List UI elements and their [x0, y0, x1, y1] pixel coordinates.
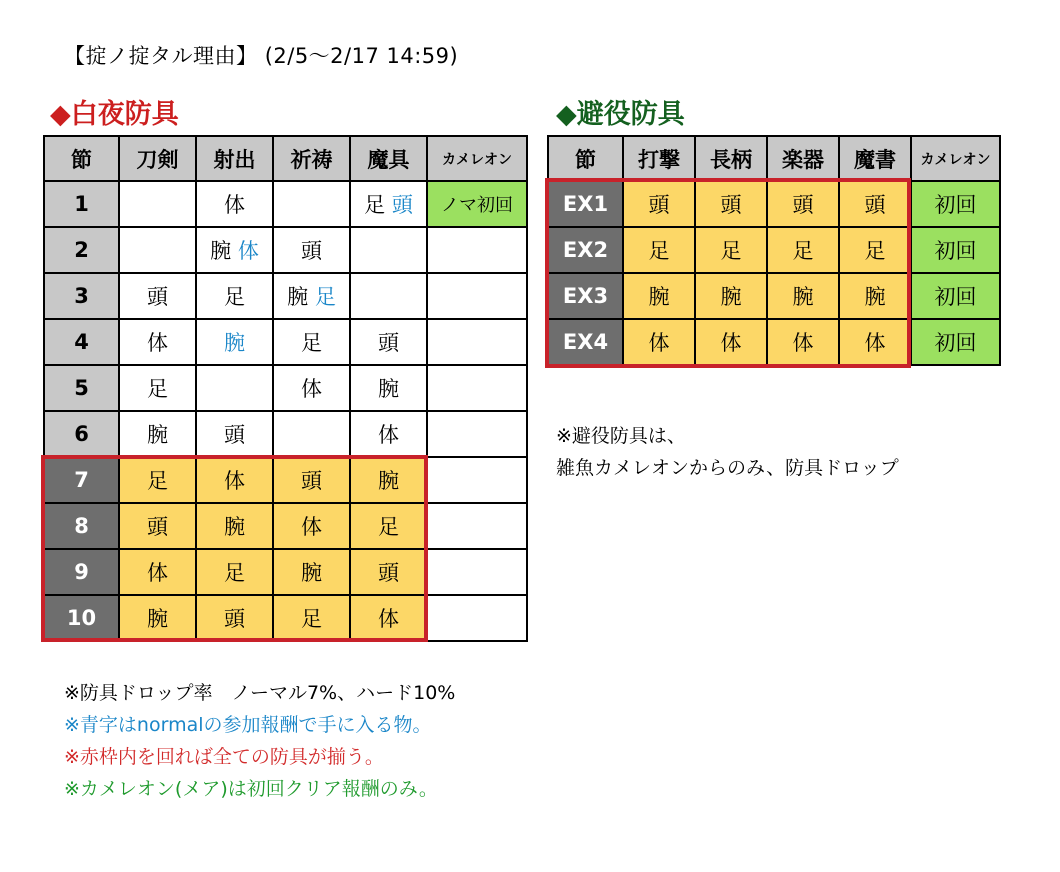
table-cell: 頭 — [196, 411, 273, 457]
cell-text-blue: 体 — [237, 239, 259, 263]
table-cell: 頭 — [196, 595, 273, 641]
table-cell: 足 — [839, 227, 911, 273]
chameleon-cell — [427, 503, 527, 549]
table-cell — [119, 227, 196, 273]
header-node: 節 — [548, 136, 623, 181]
header-node: 節 — [44, 136, 119, 181]
table-cell: 腕 — [695, 273, 767, 319]
table-cell: 体 — [695, 319, 767, 365]
table-row — [44, 319, 527, 365]
node-cell: EX2 — [548, 227, 623, 273]
table-cell: 体 — [350, 595, 427, 641]
chameleon-note: ※カメレオン(メア)は初回クリア報酬のみ。 — [64, 778, 438, 800]
table-row — [548, 273, 1000, 319]
cell-text: 足 — [364, 193, 386, 217]
table-row — [548, 227, 1000, 273]
chameleon-cell: 初回 — [911, 319, 1000, 365]
hieki-note-line2: 雑魚カメレオンからのみ、防具ドロップ — [556, 457, 899, 479]
title-main: 【掟ノ掟タル理由】 — [64, 44, 258, 68]
table-row — [44, 365, 527, 411]
table-cell: 体 — [839, 319, 911, 365]
red-frame-note: ※赤枠内を回れば全ての防具が揃う。 — [64, 746, 384, 768]
table-cell: 腕 — [767, 273, 839, 319]
cell-text: 腕 — [287, 285, 309, 309]
table-cell: 体 — [350, 411, 427, 457]
chameleon-cell: 初回 — [911, 181, 1000, 227]
table-cell: 頭 — [839, 181, 911, 227]
table-cell: 体 — [119, 549, 196, 595]
header-polearm: 長柄 — [695, 136, 767, 181]
table-cell — [273, 411, 350, 457]
node-cell: 1 — [44, 181, 119, 227]
header-prayer: 祈祷 — [273, 136, 350, 181]
table-cell: 腕 — [196, 503, 273, 549]
node-cell: 4 — [44, 319, 119, 365]
table-row — [548, 181, 1000, 227]
node-cell: 9 — [44, 549, 119, 595]
chameleon-cell — [427, 549, 527, 595]
cell-text: 腕 — [210, 239, 232, 263]
hieki-note — [556, 420, 899, 484]
node-cell: 7 — [44, 457, 119, 503]
table-cell: 頭 — [350, 549, 427, 595]
chameleon-cell: ノマ初回 — [427, 181, 527, 227]
node-cell: 10 — [44, 595, 119, 641]
table-cell — [273, 273, 350, 319]
blue-text-note: ※青字はnormalの参加報酬で手に入る物。 — [64, 714, 432, 736]
node-cell: 3 — [44, 273, 119, 319]
table-cell: 体 — [623, 319, 695, 365]
table-row — [44, 411, 527, 457]
node-cell: 5 — [44, 365, 119, 411]
cell-text-blue: 足 — [314, 285, 336, 309]
chameleon-cell: 初回 — [911, 227, 1000, 273]
table-cell: 足 — [196, 549, 273, 595]
table-row — [44, 595, 527, 641]
table-cell — [350, 227, 427, 273]
hieki-section-title: ◆避役防具 — [556, 99, 685, 130]
table-cell: 足 — [273, 319, 350, 365]
table-cell: 頭 — [350, 319, 427, 365]
table-cell: 腕 — [119, 595, 196, 641]
table-cell: 腕 — [273, 549, 350, 595]
table-cell: 腕 — [623, 273, 695, 319]
header-shoot: 射出 — [196, 136, 273, 181]
chameleon-cell — [427, 319, 527, 365]
table-cell: 足 — [196, 273, 273, 319]
table-cell: 体 — [273, 365, 350, 411]
footnotes — [64, 677, 455, 805]
table-cell: 足 — [623, 227, 695, 273]
table-cell: 頭 — [119, 273, 196, 319]
drop-rate-note: ※防具ドロップ率 ノーマル7%、ハード10% — [64, 682, 456, 704]
chameleon-cell — [427, 595, 527, 641]
header-chameleon: カメレオン — [427, 136, 527, 181]
table-row — [44, 457, 527, 503]
table-cell: 足 — [350, 503, 427, 549]
node-cell: 2 — [44, 227, 119, 273]
chameleon-cell — [427, 365, 527, 411]
table-row — [44, 227, 527, 273]
header-sword: 刀剣 — [119, 136, 196, 181]
table-header-row — [548, 136, 1000, 181]
table-cell: 足 — [119, 457, 196, 503]
table-cell — [350, 273, 427, 319]
table-cell: 足 — [273, 595, 350, 641]
table-cell — [350, 181, 427, 227]
byakuya-section-title: ◆白夜防具 — [50, 99, 179, 130]
node-cell: EX1 — [548, 181, 623, 227]
table-cell: 体 — [273, 503, 350, 549]
table-cell: 頭 — [623, 181, 695, 227]
chameleon-cell — [427, 411, 527, 457]
node-cell: EX3 — [548, 273, 623, 319]
table-header-row — [44, 136, 527, 181]
table-cell — [119, 181, 196, 227]
table-cell: 頭 — [767, 181, 839, 227]
table-cell: 体 — [119, 319, 196, 365]
table-row — [548, 319, 1000, 365]
table-cell: 腕 — [350, 365, 427, 411]
table-cell: 頭 — [695, 181, 767, 227]
header-instrument: 楽器 — [767, 136, 839, 181]
table-cell: 足 — [695, 227, 767, 273]
table-cell: 体 — [196, 457, 273, 503]
table-row — [44, 503, 527, 549]
table-cell — [196, 227, 273, 273]
header-strike: 打撃 — [623, 136, 695, 181]
table-cell: 頭 — [273, 457, 350, 503]
node-cell: 6 — [44, 411, 119, 457]
table-cell: 体 — [767, 319, 839, 365]
table-cell: 腕 — [839, 273, 911, 319]
header-magic-tool: 魔具 — [350, 136, 427, 181]
chameleon-cell — [427, 227, 527, 273]
table-cell — [196, 365, 273, 411]
cell-text-blue: 頭 — [391, 193, 413, 217]
byakuya-table — [43, 135, 528, 642]
table-row — [44, 181, 527, 227]
table-cell — [273, 181, 350, 227]
page-title — [64, 40, 458, 70]
chameleon-cell: 初回 — [911, 273, 1000, 319]
table-row — [44, 549, 527, 595]
table-cell-blue: 腕 — [196, 319, 273, 365]
hieki-table — [547, 135, 1001, 366]
chameleon-cell — [427, 457, 527, 503]
header-grimoire: 魔書 — [839, 136, 911, 181]
table-row — [44, 273, 527, 319]
table-cell: 足 — [767, 227, 839, 273]
table-cell: 体 — [196, 181, 273, 227]
table-cell: 腕 — [350, 457, 427, 503]
chameleon-cell — [427, 273, 527, 319]
node-cell: EX4 — [548, 319, 623, 365]
title-period: (2/5〜2/17 14:59) — [264, 44, 459, 68]
table-cell: 腕 — [119, 411, 196, 457]
table-cell: 頭 — [273, 227, 350, 273]
header-chameleon: カメレオン — [911, 136, 1000, 181]
hieki-note-line1: ※避役防具は、 — [556, 425, 686, 447]
table-cell: 足 — [119, 365, 196, 411]
node-cell: 8 — [44, 503, 119, 549]
table-cell: 頭 — [119, 503, 196, 549]
